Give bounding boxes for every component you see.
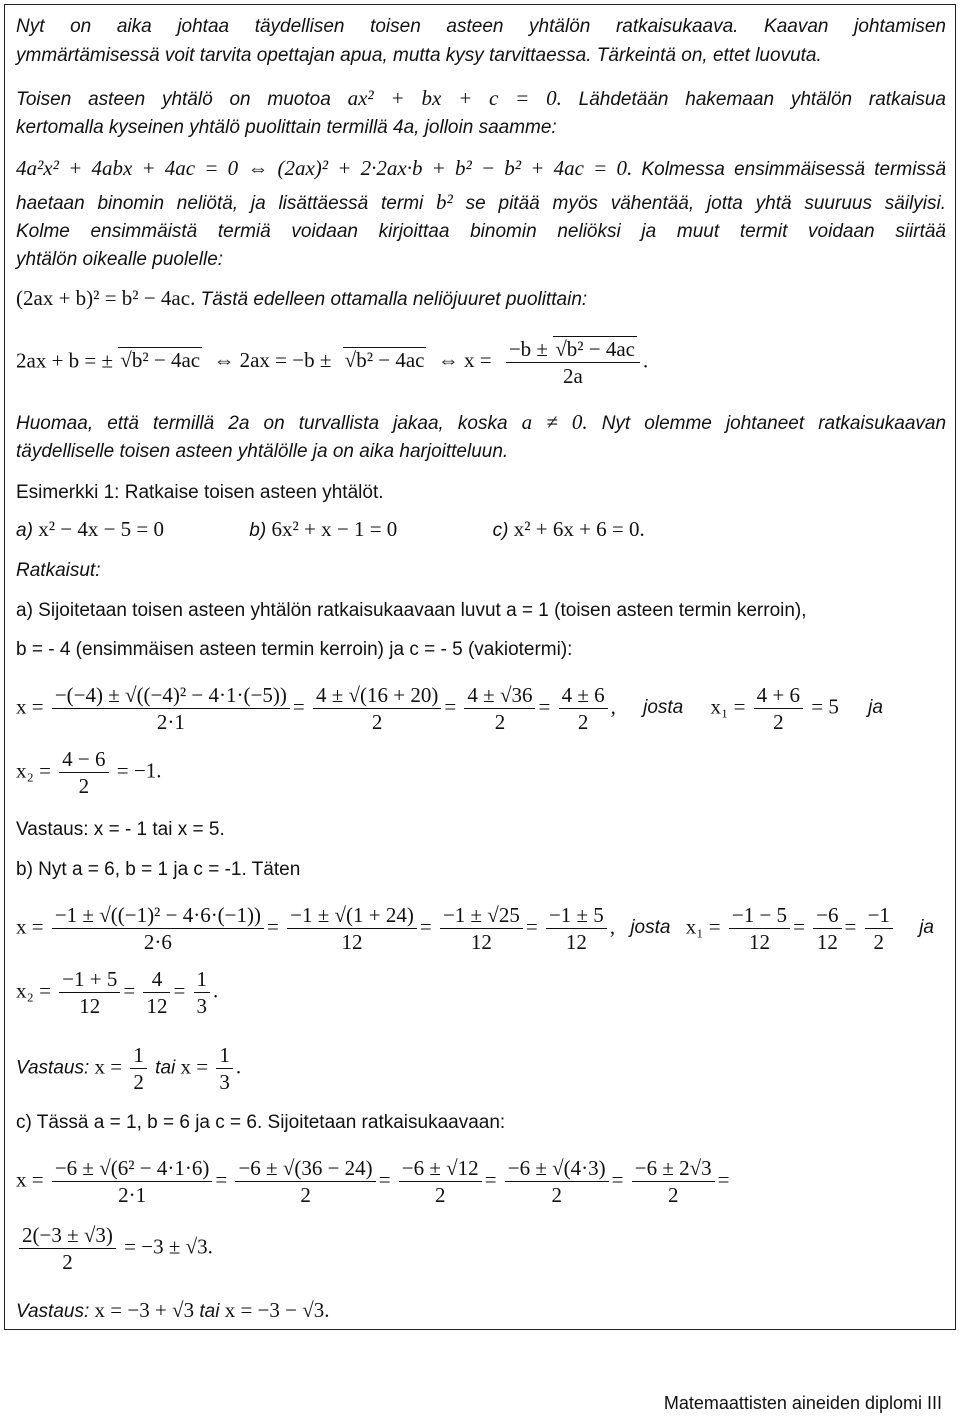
a-x2-frac: $\frac{4 - 6}{2}$ [59,746,108,799]
completing-square-equation: 4a²x² + 4abx + 4ac = 0 ⇔ (2ax)² + 2·2ax·b + b² − b² + 4ac = 0. [16,156,633,180]
square-equation: (2ax + b)² = b² − 4ac. [16,286,196,310]
c-answer-label: Vastaus: [16,1301,90,1322]
a-x1-frac: $\frac{4 + 6}{2}$ [754,682,803,735]
derivation-main-line [16,154,946,184]
c-frac-1: $\frac{\text{−6 ± √(6² − 4·1·6)}}{2\cdot 1}$ [52,1155,213,1208]
formula-radical: √ b² − 4ac [553,336,637,361]
derivation-paragraph-6-line-2: täydelliselle toisen asteen yhtälölle ja on aika harjoitteluun. [16,441,509,462]
general-equation: ax² + bx + c = 0. [347,86,562,110]
a-frac-4: $\frac{4 \pm 6}{2}$ [559,682,608,735]
formula-num: −b ± [508,337,548,361]
b-answer-label: Vastaus: [16,1057,90,1079]
c-frac-6: $\frac{2(-3 \pm √3)}{2}$ [19,1222,116,1275]
c-frac-3: $\frac{-6 \pm √12}{2}$ [399,1155,482,1208]
example-c-equation: x² + 6x + 6 = 0. [513,517,645,541]
a-x1-value: = 5 [811,694,839,719]
b-frac-4: $\frac{-1 \pm 5}{12}$ [546,902,607,955]
square-line [16,286,587,311]
solution-a-line-2: b = - 4 (ensimmäisen asteen termin kerroin) ja c = - 5 (vakiotermi): [16,639,573,660]
b-x1-mid-frac: $\frac{-6}{12}$ [813,902,841,955]
solution-a-formula: x = $\frac{\text{−(−4) ± √((−4)² − 4·1·(−5))}}{2\cdot 1}$ = $\frac{4 \pm √(16 + 20)}{2}$ = $\frac{4 \pm √36}{2}$ = $\frac{4 \pm 6}{2}$ , josta x₁ = $\frac{4 + 6}{2}$ = 5 ja [16,683,883,734]
a-x2-value: = −1. [116,758,162,783]
derivation-paragraph-1-line-2: kertomalla kyseinen yhtälö puolittain termillä 4a, jolloin saamme: [16,117,557,138]
solution-b-x2: x₂ = $\frac{-1 + 5}{12}$ = $\frac{4}{12}$ = $\frac{1}{3}$ . [16,967,219,1018]
p6-a: Huomaa, että termillä 2a on turvallista jakaa, koska [16,413,508,434]
solution-c-line-1: c) Tässä a = 1, b = 6 ja c = 6. Sijoitetaan ratkaisukaavaan: [16,1112,506,1133]
p1-start: Toisen asteen yhtälö on muotoa [16,89,331,110]
b-x1-frac: $\frac{-1 - 5}{12}$ [729,902,790,955]
josta-b: josta [630,917,671,939]
b-x2-frac: $\frac{-1 + 5}{12}$ [59,966,120,1019]
roots-radical-2: √ b² − 4ac [343,347,427,372]
roots-line: 2ax + b = ± √ b² − 4ac ⇔ 2ax = −b ± √ b² − 4ac ⇔ x = $\frac{\text{−b ± √ b² − 4ac}}{2a}$ . [16,336,648,389]
roots-part-3: ⇔ x = [437,348,492,373]
intro-line-1: Nyt on aika johtaa täydellisen toisen asteen yhtälön ratkaisukaava. Kaavan johtamisen [16,16,946,37]
derivation-paragraph-3 [16,188,946,218]
p1-end: Lähdetään hakemaan yhtälön ratkaisua [578,89,946,110]
tai-b: tai [155,1057,176,1079]
quadratic-formula [506,336,640,389]
p5: Tästä edelleen ottamalla neliöjuuret puolittain: [200,289,588,310]
derivation-paragraph-1 [16,84,946,114]
example-a-equation: x² − 4x − 5 = 0 [38,517,165,541]
ja-b: ja [919,917,934,939]
p3-a: haetaan binomin neliötä, ja lisättäessä termi [16,193,424,214]
page-footer: Matemaattisten aineiden diplomi III [663,1393,942,1413]
roots-radical-1: √ b² − 4ac [118,347,202,372]
b-answer-x1: $\frac{1}{2}$ [130,1042,147,1095]
derivation-paragraph-4: Kolme ensimmäistä termiä voidaan kirjoittaa binomin neliöksi ja muut termit voidaan siirtää [16,221,946,242]
b-frac-3: $\frac{-1 \pm √25}{12}$ [440,902,523,955]
roots-part-1: 2ax + b = ± [16,348,114,373]
a-frac-2: $\frac{4 \pm √(16 + 20)}{2}$ [313,682,441,735]
tai-c: tai [199,1301,220,1322]
b-x2-mid-frac: $\frac{4}{12}$ [143,966,170,1019]
example-equations [16,517,645,542]
formula-den: 2a [562,364,583,388]
solution-b-answer: Vastaus: x = $\frac{1}{2}$ tai x = $\frac{1}{3}$ . [16,1043,242,1094]
c-frac-5: $\frac{-6 \pm 2√3}{2}$ [632,1155,715,1208]
c-answer-x2: x = −3 − √3. [224,1298,330,1322]
c-frac-4: $\frac{-6 \pm √(4\cdot 3)}{2}$ [505,1155,609,1208]
example-c-label: c) [492,520,509,541]
solution-c-answer [16,1298,330,1323]
b-squared: b² [436,190,453,214]
solution-c-simplify [16,1222,213,1275]
example-a-label: a) [16,520,33,541]
intro-line-2: ymmärtämisessä voit tarvita opettajan apua, mutta kysy tarvittaessa. Tärkeintä on, ettet luovuta. [16,45,822,66]
solution-c-formula: x = $\frac{\text{−6 ± √(6² − 4·1·6)}}{2\cdot 1}$ = $\frac{-6 \pm √(36 - 24)}{2}$ = $\frac{-6 \pm √12}{2}$ = $\frac{-6 \pm √(4\cdot 3)}{2}$ = $\frac{-6 \pm 2√3}{2}$ = [16,1156,730,1207]
b-frac-2: $\frac{-1 \pm √(1 + 24)}{12}$ [287,902,417,955]
solution-a-x2: x₂ = $\frac{4 - 6}{2}$ = −1. [16,747,162,798]
example-b-equation: 6x² + x − 1 = 0 [271,517,398,541]
solutions-heading: Ratkaisut: [16,560,101,581]
example-title: Esimerkki 1: Ratkaise toisen asteen yhtälöt. [16,482,384,503]
josta-a: josta [643,697,684,719]
c-frac-2: $\frac{-6 \pm √(36 - 24)}{2}$ [235,1155,375,1208]
b-x2-result-frac: $\frac{1}{3}$ [194,966,211,1019]
a-nonzero: a ≠ 0. [521,410,588,434]
b-frac-1: $\frac{\text{−1 ± √((−1)² − 4·6·(−1))}}{2\cdot 6}$ [52,902,264,955]
b-x1-result-frac: $\frac{-1}{2}$ [865,902,893,955]
b-answer-x2: $\frac{1}{3}$ [216,1042,233,1095]
p2-end: Kolmessa ensimmäisessä termissä [641,159,947,180]
ja-a: ja [868,697,883,719]
a-frac-1: $\frac{\text{−(−4) ± √((−4)² − 4·1·(−5))}}{2\cdot 1}$ [52,682,290,735]
roots-part-2: ⇔ 2ax = −b ± [213,348,332,373]
c-simplified-value: = −3 ± √3. [124,1234,213,1259]
derivation-paragraph-6 [16,408,946,438]
p6-b: Nyt olemme johtaneet ratkaisukaavan [601,413,947,434]
c-answer-x1: x = −3 + √3 [94,1298,195,1322]
solution-b-line-1: b) Nyt a = 6, b = 1 ja c = -1. Täten [16,859,301,880]
solution-b-formula: x = $\frac{\text{−1 ± √((−1)² − 4·6·(−1))}}{2\cdot 6}$ = $\frac{-1 \pm √(1 + 24)}{12}$ = $\frac{-1 \pm √25}{12}$ = $\frac{-1 \pm 5}{12}$ , josta x₁ = $\frac{-1 - 5}{12}$ = $\frac{-6}{12}$ = $\frac{-1}{2}$ ja [16,903,934,954]
example-b-label: b) [249,520,267,541]
a-frac-3: $\frac{4 \pm √36}{2}$ [464,682,535,735]
solution-a-line-1: a) Sijoitetaan toisen asteen yhtälön ratkaisukaavaan luvut a = 1 (toisen asteen termin kerroin), [16,600,807,621]
derivation-paragraph-4-line-2: yhtälön oikealle puolelle: [16,249,224,270]
p3-c: se pitää myös vähentää, jotta yhtä suuruus säilyisi. [465,193,946,214]
solution-a-answer: Vastaus: x = - 1 tai x = 5. [16,819,225,840]
